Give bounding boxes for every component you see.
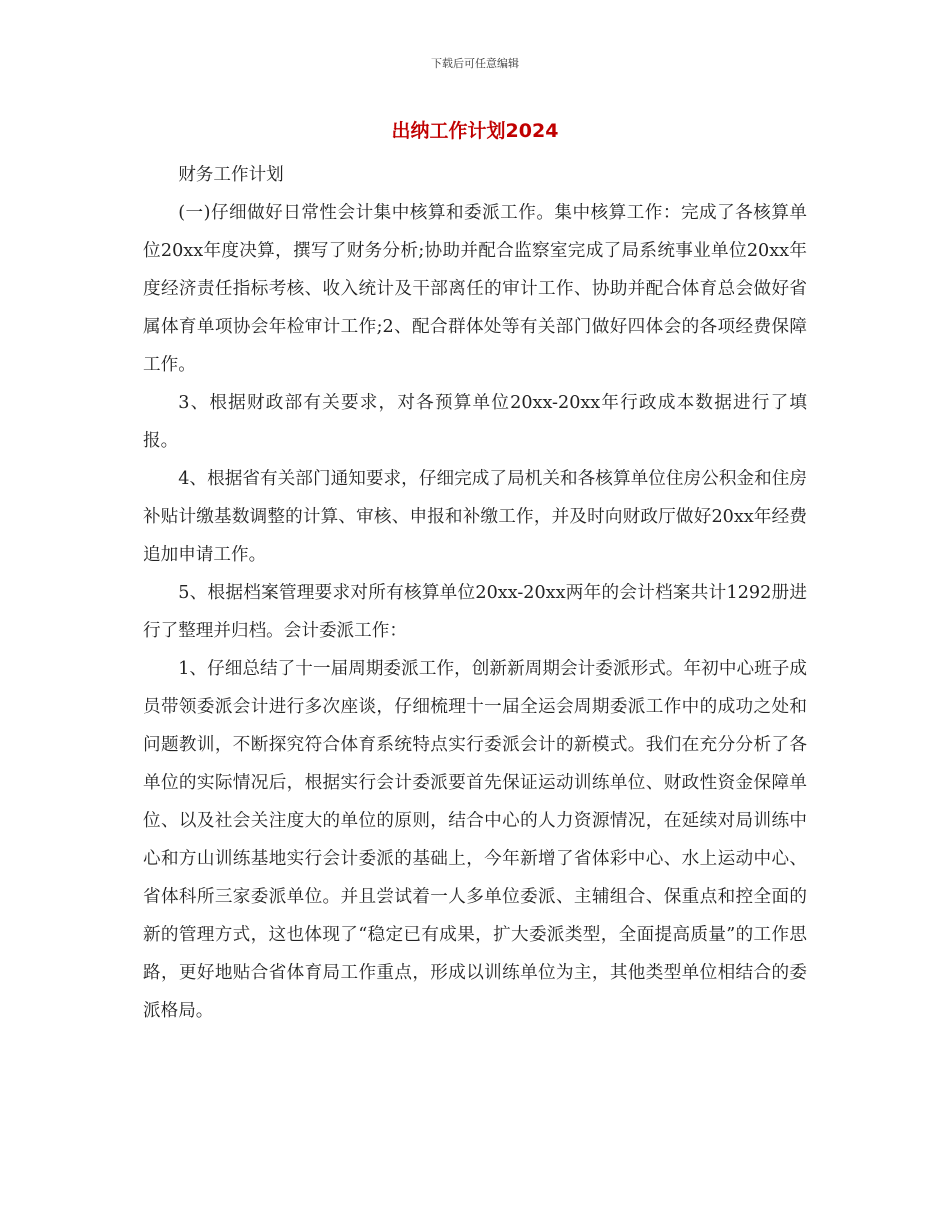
paragraph: 1、仔细总结了十一届周期委派工作，创新新周期会计委派形式。年初中心班子成员带领委派会计进行多次座谈，仔细梳理十一届全运会周期委派工作中的成功之处和问题教训，不断探究符合体育系统特点实行委派会计的新模式。我们在充分分析了各单位的实际情况后，根据实行会计委派要首先保证运动训练单位、财政性资金保障单位、以及社会关注度大的单位的原则，结合中心的人力资源情况，在延续对局训练中心和方山训练基地实行会计委派的基础上，今年新增了省体彩中心、水上运动中心、省体科所三家委派单位。并且尝试着一人多单位委派、主辅组合、保重点和控全面的新的管理方式，这也体现了“稳定已有成果，扩大委派类型，全面提高质量”的工作思路，更好地贴合省体育局工作重点，形成以训练单位为主，其他类型单位相结合的委派格局。 [143, 659, 807, 1021]
paragraph: 5、根据档案管理要求对所有核算单位20xx-20xx两年的会计档案共计1292册进行了整理并归档。会计委派工作： [143, 583, 807, 641]
header-note: 下载后可任意编辑 [431, 57, 519, 70]
paragraph: (一)仔细做好日常性会计集中核算和委派工作。集中核算工作：完成了各核算单位20xx年度决算，撰写了财务分析;协助并配合监察室完成了局系统事业单位20xx年度经济责任指标考核、收入统计及干部离任的审计工作、协助并配合体育总会做好省属体育单项协会年检审计工作;2、配合群体处等有关部门做好四体会的各项经费保障工作。 [143, 203, 807, 375]
paragraph: 3、根据财政部有关要求，对各预算单位20xx-20xx年行政成本数据进行了填报。 [143, 393, 807, 451]
document-title: 出纳工作计划2024 [391, 120, 559, 142]
paragraph-heading: 财务工作计划 [178, 165, 284, 185]
paragraph: 4、根据省有关部门通知要求，仔细完成了局机关和各核算单位住房公积金和住房补贴计缴基数调整的计算、审核、申报和补缴工作，并及时向财政厅做好20xx年经费追加申请工作。 [143, 469, 807, 565]
document-body [143, 156, 807, 1030]
